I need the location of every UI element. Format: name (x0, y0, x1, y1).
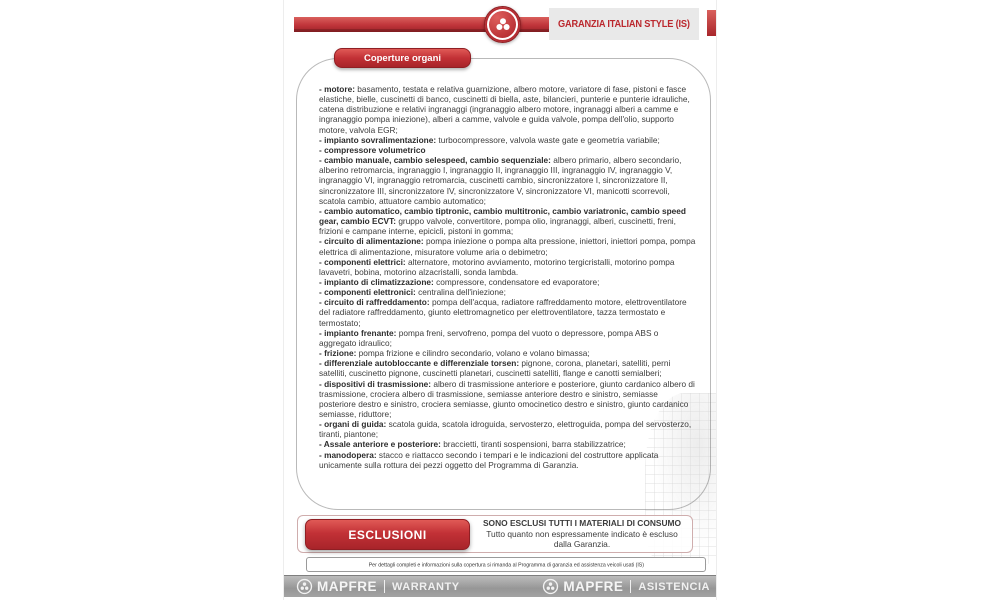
coverage-item-lead: - cambio manuale, cambio selespeed, cambio sequenziale: (319, 155, 551, 166)
coverage-item-detail: pignone, corona, planetari, satelliti, perni satelliti, cuscinetto pignone, cuscinetti planetari, cuscinetti satelliti, flange e canotti semialberi; (319, 358, 671, 379)
footer-division-left: WARRANTY (392, 580, 460, 593)
coverage-item-lead: - manodopera: (319, 449, 377, 460)
exclusions-subtext: Tutto quanto non espressamente indicato è escluso dalla Garanzia. (486, 528, 678, 550)
coverage-item-detail: stacco e riattacco secondo i tempari e le indicazioni del costruttore applicata unicamente sulla rottura dei pezzi oggetto del Programma di Garanzia. (319, 449, 659, 470)
coverage-item-detail: alternatore, motorino avviamento, motorino tergicristalli, motorino pompa lavavetri, bobina, motorino alzacristalli, sonda lambda. (319, 256, 675, 277)
mapfre-emblem-icon (495, 17, 511, 32)
coverage-item-detail: pompa frizione e cilindro secondario, volano e volano bimassa; (356, 348, 590, 359)
coverage-item (319, 236, 696, 256)
warranty-document-page (283, 0, 717, 600)
mapfre-warranty-logo (296, 578, 460, 595)
coverage-item-detail: centralina dell'iniezione; (415, 287, 506, 298)
coperture-organi-label: Coperture organi (334, 48, 471, 68)
mapfre-logo-icon (484, 6, 521, 43)
coverage-item-lead: - organi di guida: (319, 419, 387, 430)
coverage-item-detail: albero primario, albero secondario, alberino retromarcia, ingranaggio I, ingranaggio II, ingranaggio III, ingranaggio IV, ingranaggio V, ingranaggio VI, ingranaggio retromarcia, cuscinetti cambio, sincronizzatore I, sincronizzatore II, sincronizzatore III, sincronizzatore IV, sincronizzatore V, sincronizzatore VI, manicotti scorrevoli, scatola cambio, attuatore cambio automatico; (319, 155, 682, 206)
coverage-item (319, 439, 696, 449)
header-red-tab (707, 10, 717, 36)
footer-brand-right: MAPFRE (563, 579, 624, 594)
coverage-item (319, 419, 696, 439)
fine-print-box (306, 557, 706, 572)
coverage-item-lead: - dispositivi di trasmissione: (319, 378, 432, 389)
coverage-item-lead: - impianto di climatizzazione: (319, 276, 434, 287)
coverage-item-detail: gruppo valvole, convertitore, pompa olio, ingranaggi, alberi, cuscinetti, freni, frizioni e campane interne, epicicli, pistoni in gomma; (319, 216, 676, 237)
coverage-item (319, 328, 696, 348)
coverage-item-detail: braccietti, tiranti sospensioni, barra stabilizzatrice; (440, 439, 626, 450)
footer-brand-left: MAPFRE (317, 579, 377, 594)
coverage-item-detail: pompa iniezione o pompa alta pressione, iniettori, iniettori pompa, pompa elettrica di alimentazione, misuratore volume aria o debimetro; (319, 236, 696, 257)
coverage-item-lead: - motore: (319, 84, 355, 94)
coverage-item (319, 145, 696, 155)
mapfre-emblem-icon (542, 578, 559, 595)
fine-print-text: Per dettagli completi e informazioni sulla copertura si rimanda al Programma di garanzia ed assistenza veicoli usati (IS) (368, 561, 644, 568)
coverage-item (319, 206, 696, 236)
coverage-item-detail: pompa freni, servofreno, pompa del vuoto o depressore, pompa ABS o aggregato idraulico; (319, 327, 659, 348)
coverage-item-detail: basamento, testata e relativa guarnizione, albero motore, variatore di fase, pistoni e fasce elastiche, bielle, cuscinetti di banco, cuscinetti di biella, aste, bilancieri, punterie e punterie idrauliche, catena distribuzione e relativi ingranaggi (ingranaggio albero motore, ingranaggi alberi a camme e ingranaggio pompa iniezione), alberi a camme, valvole e guida valvole, pompa dell'olio, supporto motore, valvola EGR; (319, 84, 690, 135)
page-title: GARANZIA ITALIAN STYLE (IS) (558, 18, 690, 30)
esclusioni-button: ESCLUSIONI (305, 519, 470, 550)
coverage-item (319, 155, 696, 206)
coverage-item (319, 379, 696, 420)
coverage-item-detail: compressore, condensatore ed evaporatore; (433, 276, 600, 287)
coverage-item-detail: pompa dell'acqua, radiatore raffreddamento motore, elettroventilatore del radiatore raffreddamento, giunto elettromagnetico per elettroventilatore, tazza termostato e termostato; (319, 297, 687, 328)
coverage-item-lead: - differenziale autobloccante e differenziale torsen: (319, 358, 520, 369)
coverage-item-lead: - circuito di alimentazione: (319, 236, 424, 247)
coverage-item (319, 277, 696, 287)
exclusions-headline: SONO ESCLUSI TUTTI I MATERIALI DI CONSUMO (482, 518, 682, 529)
coverage-item-detail: albero di trasmissione anteriore e posteriore, giunto cardanico albero di trasmissione, crociera albero di trasmissione, semiasse anteriore destro e sinistro, semiasse posteriore destro e sinistro, crociera semiasse, giunto omocinetico destro e sinistro, giunto cardanico semiasse, riduttore; (319, 378, 695, 419)
logo-divider (384, 580, 385, 593)
coverage-item-lead: - impianto sovralimentazione: (319, 134, 437, 145)
coverage-item (319, 450, 696, 470)
mapfre-emblem-icon (296, 578, 313, 595)
coverage-item (319, 84, 696, 135)
exclusions-text (476, 518, 688, 550)
coverage-item-lead: - componenti elettronici: (319, 287, 416, 298)
coverage-item-lead: - Assale anteriore e posteriore: (319, 439, 441, 450)
logo-divider (630, 580, 631, 593)
exclusions-panel (297, 515, 693, 553)
coverage-item-lead: - circuito di raffreddamento: (319, 297, 430, 308)
page-title-box (549, 8, 699, 40)
coverage-item-lead: - cambio automatico, cambio tiptronic, cambio multitronic, cambio variatronic, cambio speed gear, cambio ECVT: (319, 205, 686, 227)
coverage-panel (296, 58, 711, 510)
coverage-item-detail: scatola guida, scatola idroguida, servosterzo, elettroguida, pompa del servosterzo, tiranti, piantone; (319, 419, 692, 440)
footer-division-right: ASISTENCIA (638, 580, 710, 593)
coverage-item-lead: - componenti elettrici: (319, 256, 406, 267)
footer-bar (284, 575, 717, 597)
coverage-list (319, 84, 696, 470)
coverage-item (319, 287, 696, 297)
coverage-item-lead: - compressore volumetrico (319, 144, 426, 155)
coverage-item (319, 135, 696, 145)
mapfre-asistencia-logo (542, 578, 710, 595)
coverage-item (319, 348, 696, 358)
coverage-item (319, 257, 696, 277)
coverage-item (319, 358, 696, 378)
coverage-item-lead: - impianto frenante: (319, 327, 397, 338)
coverage-item-lead: - frizione: (319, 348, 357, 359)
coverage-item (319, 297, 696, 327)
coverage-item-detail: turbocompressore, valvola waste gate e geometria variabile; (436, 134, 660, 145)
